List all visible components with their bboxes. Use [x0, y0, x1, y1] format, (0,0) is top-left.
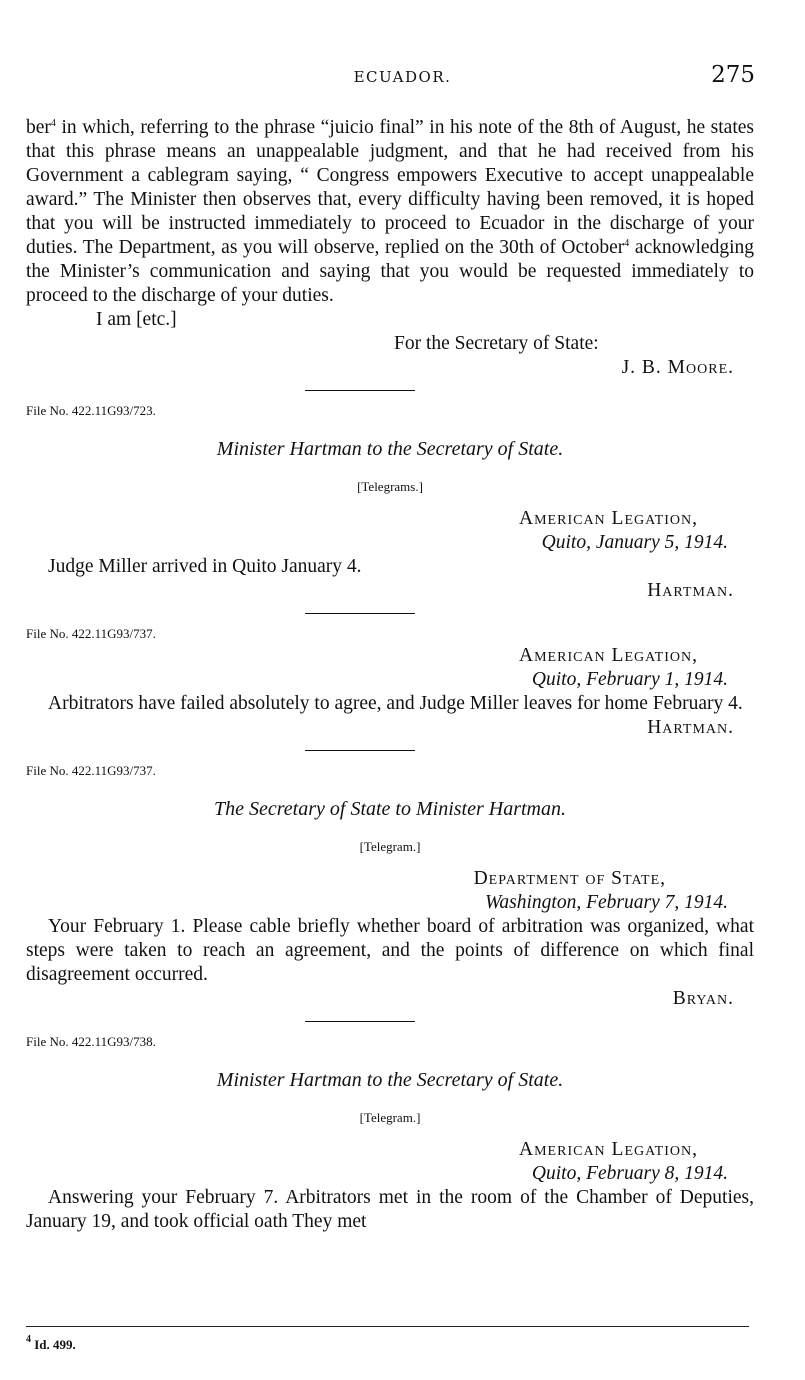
- running-header: ECUADOR.: [353, 68, 452, 86]
- footnote-text: Id. 499.: [31, 1337, 76, 1352]
- footnote: [26, 1334, 76, 1353]
- telegram-text: Judge Miller arrived in Quito January 4.: [48, 556, 362, 577]
- closing-formula: I am [etc.]: [96, 309, 177, 330]
- document-type: [Telegram.]: [359, 1110, 421, 1125]
- signature: J. B. Moore.: [621, 357, 734, 378]
- section-divider: [305, 613, 415, 614]
- section-divider: [305, 390, 415, 391]
- file-number: File No. 422.11G93/737.: [26, 763, 156, 778]
- sender-office: American Legation,: [519, 508, 698, 529]
- telegram-text: Answering your February 7. Arbitrators met in the room of the Chamber of Deputies, January 19, and took official oath They met: [26, 1187, 754, 1232]
- signature: Bryan.: [672, 988, 734, 1009]
- document-heading: The Secretary of State to Minister Hartman.: [214, 798, 566, 820]
- paragraph-text-start: ber: [26, 117, 51, 138]
- document-heading: Minister Hartman to the Secretary of State.: [216, 1069, 564, 1091]
- place-date: Quito, February 1, 1914.: [531, 669, 728, 690]
- paragraph-text-middle: in which, referring to the phrase “juicio final” in his note of the 8th of August, he states that this phrase means an unappealable judgment, and that he had received from his Government a cablegram saying, “ Congress empowers Executive to accept unappealable award.” The Minister then observes that, every difficulty having been removed, it is hoped that you will be instructed immediately to proceed to Ecuador in the discharge of your duties. The Department, as you will observe, replied on the 30th of October: [26, 117, 754, 258]
- file-number: File No. 422.11G93/723.: [26, 403, 156, 418]
- page-number: 275: [711, 62, 755, 88]
- place-date: Washington, February 7, 1914.: [484, 892, 728, 913]
- section-divider: [305, 750, 415, 751]
- signatory-line: For the Secretary of State:: [394, 333, 599, 354]
- signature: Hartman.: [647, 580, 734, 601]
- footnote-divider: [26, 1326, 749, 1327]
- telegram-text: Arbitrators have failed absolutely to agree, and Judge Miller leaves for home February 4.: [48, 693, 743, 714]
- footnote-reference: 4: [50, 118, 56, 129]
- document-type: [Telegrams.]: [357, 479, 423, 494]
- continued-paragraph: [26, 116, 754, 308]
- place-date: Quito, January 5, 1914.: [541, 532, 728, 553]
- file-number: File No. 422.11G93/738.: [26, 1034, 156, 1049]
- sender-office: American Legation,: [519, 645, 698, 666]
- sender-office: American Legation,: [519, 1139, 698, 1160]
- document-type: [Telegram.]: [359, 839, 421, 854]
- footnote-reference: 4: [624, 238, 630, 249]
- sender-office: Department of State,: [473, 868, 666, 889]
- page-body: [26, 116, 754, 1234]
- signature: Hartman.: [647, 717, 734, 738]
- section-divider: [305, 1021, 415, 1022]
- place-date: Quito, February 8, 1914.: [531, 1163, 728, 1184]
- telegram-text: Your February 1. Please cable briefly whether board of arbitration was organized, what steps were taken to reach an agreement, and the points of difference on which final disagreement occurred.: [26, 916, 754, 985]
- document-heading: Minister Hartman to the Secretary of State.: [216, 438, 564, 460]
- footnote-mark: 4: [26, 1334, 31, 1345]
- file-number: File No. 422.11G93/737.: [26, 626, 156, 641]
- paragraph-text-end: acknowledging the Minister’s communication and saying that you would be requested immediately to proceed to the discharge of your duties.: [26, 237, 754, 306]
